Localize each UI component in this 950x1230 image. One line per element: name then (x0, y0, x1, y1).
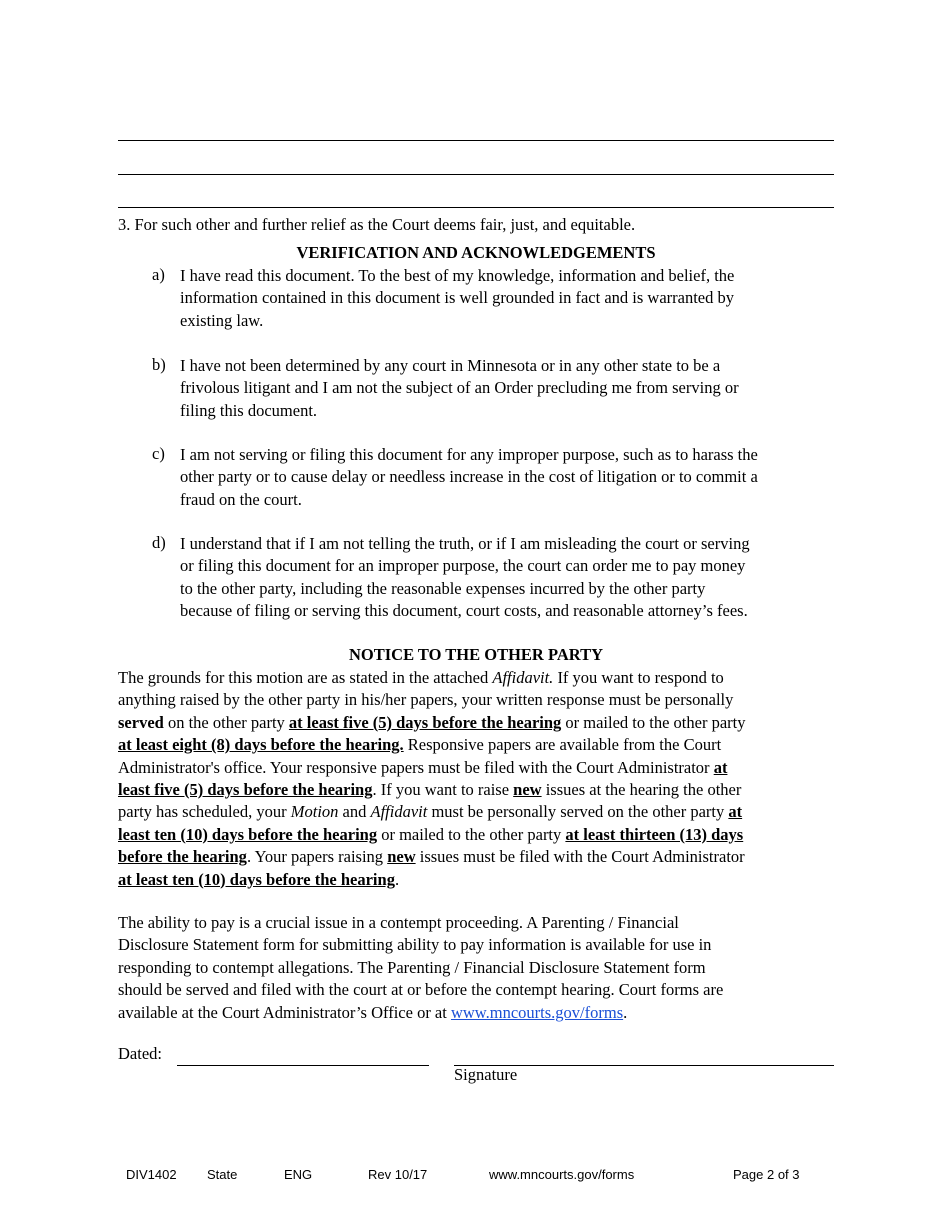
footer-language: ENG (284, 1167, 313, 1182)
notice-line: anything raised by the other party in his/her papers, your written response must be personally (118, 690, 734, 710)
footer-revision: Rev 10/17 (368, 1167, 428, 1182)
footer-form-id: DIV1402 (126, 1167, 177, 1182)
notice-line: at least eight (8) days before the hearing. Responsive papers are available from the Court (118, 735, 722, 755)
blank-line-3[interactable] (118, 207, 834, 208)
item-line: other party or to cause delay or needless increase in the cost of litigation or to commit a (180, 467, 758, 487)
ability-line: available at the Court Administrator’s Office or at www.mncourts.gov/forms. (118, 1002, 628, 1022)
notice-line: served on the other party at least five (5) days before the hearing or mailed to the other party (118, 712, 746, 732)
blank-line-1[interactable] (118, 140, 834, 141)
item-label: a) (152, 265, 165, 284)
notice-line: party has scheduled, your Motion and Affidavit must be personally served on the other party at (118, 802, 743, 822)
footer-jurisdiction: State (207, 1167, 238, 1182)
ability-line: Disclosure Statement form for submitting ability to pay information is available for use in (118, 935, 712, 955)
item-line: I have read this document. To the best of my knowledge, information and belief, the (180, 266, 735, 285)
ability-line: should be served and filed with the court at or before the contempt hearing. Court forms are (118, 980, 724, 1000)
signature-label: Signature (454, 1065, 518, 1084)
ability-line: responding to contempt allegations. The Parenting / Financial Disclosure Statement form (118, 957, 706, 977)
notice-line: least ten (10) days before the hearing or mailed to the other party at least thirteen (13) days (118, 824, 744, 844)
item-line: or filing this document for an improper purpose, the court can order me to pay money (180, 556, 746, 576)
notice-paragraph (118, 667, 834, 891)
item-line: I understand that if I am not telling the truth, or if I am misleading the court or serving (180, 534, 750, 553)
item-label: b) (152, 355, 166, 374)
notice-line: least five (5) days before the hearing. If you want to raise new issues at the hearing the other (118, 779, 742, 799)
item-line: information contained in this document is well grounded in fact and is warranted by (180, 288, 734, 308)
item-line: because of filing or serving this document, court costs, and reasonable attorney’s fees. (180, 601, 748, 621)
item-line: existing law. (180, 310, 264, 330)
notice-line: The grounds for this motion are as stated in the attached Affidavit. If you want to respond to (118, 668, 724, 687)
item-line: fraud on the court. (180, 489, 302, 509)
notice-line: before the hearing. Your papers raising new issues must be filed with the Court Administrator (118, 847, 745, 867)
notice-line: at least ten (10) days before the hearing. (118, 869, 400, 889)
verification-heading: VERIFICATION AND ACKNOWLEDGEMENTS (296, 243, 656, 262)
blank-line-2[interactable] (118, 174, 834, 175)
footer-page-number: Page 2 of 3 (733, 1167, 800, 1182)
item-line: to the other party, including the reasonable expenses incurred by the other party (180, 578, 706, 598)
dated-label: Dated: (118, 1044, 162, 1063)
item-line: frivolous litigant and I am not the subject of an Order precluding me from serving or (180, 378, 739, 398)
item-line: filing this document. (180, 400, 318, 420)
item-label: d) (152, 533, 166, 552)
item-line: I am not serving or filing this document for any improper purpose, such as to harass the (180, 445, 758, 464)
notice-heading: NOTICE TO THE OTHER PARTY (348, 645, 603, 664)
court-forms-link[interactable]: www.mncourts.gov/forms (450, 1002, 624, 1022)
notice-line: Administrator's office. Your responsive papers must be filed with the Court Administrator at (118, 757, 728, 777)
relief-item-3: 3. For such other and further relief as the Court deems fair, just, and equitable. (118, 215, 636, 234)
ability-line: The ability to pay is a crucial issue in a contempt proceeding. A Parenting / Financial (118, 913, 679, 932)
item-line: I have not been determined by any court in Minnesota or in any other state to be a (180, 356, 721, 375)
date-field-line[interactable] (177, 1065, 429, 1066)
footer-website: www.mncourts.gov/forms (489, 1167, 635, 1182)
ability-to-pay-paragraph (118, 912, 834, 1024)
item-label: c) (152, 444, 165, 463)
